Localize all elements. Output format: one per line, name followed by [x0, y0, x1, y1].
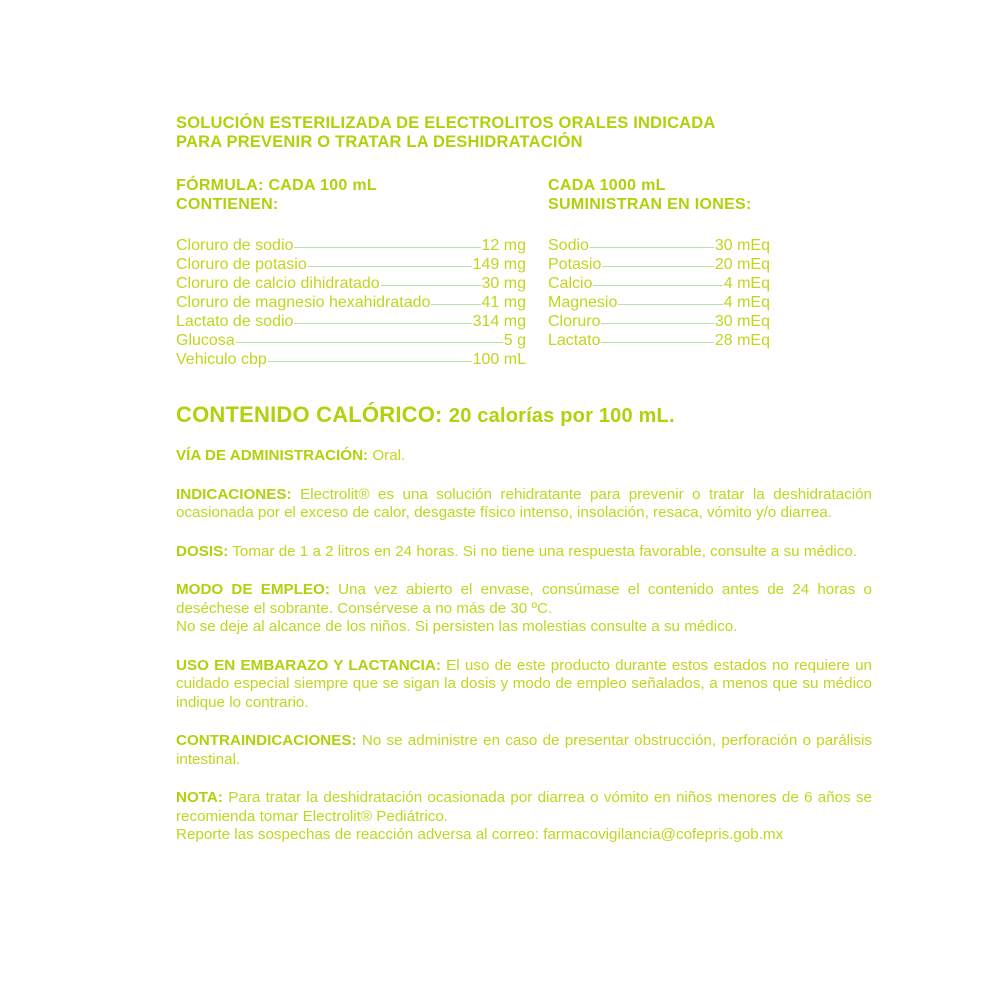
section-extra: No se deje al alcance de los niños. Si persisten las molestias consulte a su médico.: [176, 618, 738, 635]
caloric-content: [176, 402, 872, 429]
leader-line: [618, 304, 722, 305]
leader-line: [593, 285, 722, 286]
ion-row: [548, 312, 770, 331]
ingredient-amount: 149 mg: [472, 256, 526, 273]
ion-row: [548, 236, 770, 255]
section-label: NOTA:: [176, 789, 223, 806]
formula-headings: [176, 176, 872, 216]
ingredients-list: [176, 236, 526, 369]
caloric-label: CONTENIDO CALÓRICO:: [176, 402, 443, 427]
ingredient-amount: 5 g: [503, 332, 526, 349]
section-administration: [176, 447, 872, 466]
section-extra: Reporte las sospechas de reacción adversa al correo: farmacovigilancia@cofepris.gob.mx: [176, 826, 784, 843]
section-pregnancy: [176, 657, 872, 713]
ions-heading-line: CADA 1000 mL: [548, 177, 666, 194]
ion-amount: 30 mEq: [714, 313, 770, 330]
section-text: El uso de este producto durante estos estados no requiere un cuidado especial siempre que se sigan la dosis y modo de empleo señalados, a menos que su médico indique lo contrario.: [176, 656, 872, 711]
ingredient-row: [176, 350, 526, 369]
section-text: Tomar de 1 a 2 litros en 24 horas. Si no tiene una respuesta favorable, consulte a su médico.: [232, 542, 858, 560]
ion-name: Cloruro: [548, 313, 601, 330]
section-text: No se administre en caso de presentar obstrucción, perforación o parálisis intestinal.: [176, 732, 872, 768]
formula-tables: [176, 236, 872, 376]
ion-amount: 28 mEq: [714, 332, 770, 349]
ingredient-name: Glucosa: [176, 332, 235, 349]
ingredient-name: Cloruro de sodio: [176, 237, 294, 254]
leader-line: [590, 247, 714, 248]
ingredient-name: Vehiculo cbp: [176, 351, 267, 368]
section-label: DOSIS:: [176, 542, 229, 560]
ion-amount: 4 mEq: [723, 294, 770, 311]
leader-line: [381, 285, 481, 286]
ion-name: Sodio: [548, 237, 589, 254]
ingredient-row: [176, 236, 526, 255]
ingredient-row: [176, 312, 526, 331]
ion-row: [548, 255, 770, 274]
ingredient-amount: 41 mg: [481, 294, 526, 311]
ion-name: Calcio: [548, 275, 593, 292]
section-label: USO EN EMBARAZO Y LACTANCIA:: [176, 656, 441, 674]
ion-name: Lactato: [548, 332, 601, 349]
title-line: SOLUCIÓN ESTERILIZADA DE ELECTROLITOS ORALES INDICADA: [176, 114, 716, 132]
leader-line: [431, 304, 480, 305]
ion-row: [548, 293, 770, 312]
ingredient-name: Cloruro de potasio: [176, 256, 307, 273]
section-label: MODO DE EMPLEO:: [176, 581, 330, 598]
ingredient-amount: 12 mg: [481, 237, 526, 254]
leader-line: [308, 266, 472, 267]
section-text: Para tratar la deshidratación ocasionada por diarrea o vómito en niños menores de 6 años se recomienda tomar Electrolit® Pediátrico.: [176, 789, 872, 825]
title-line: PARA PREVENIR O TRATAR LA DESHIDRATACIÓN: [176, 133, 583, 151]
ingredient-amount: 30 mg: [481, 275, 526, 292]
section-indications: [176, 486, 872, 523]
ingredient-row: [176, 331, 526, 350]
section-dosage: [176, 543, 872, 562]
leader-line: [236, 342, 503, 343]
leader-line: [601, 323, 713, 324]
section-text: Oral.: [372, 447, 406, 464]
ion-row: [548, 331, 770, 350]
section-text: Una vez abierto el envase, consúmase el contenido antes de 24 horas o deséchese el sobrante. Consérvese a no más de 30 ºC.: [176, 581, 872, 617]
section-note: [176, 789, 872, 845]
ion-name: Magnesio: [548, 294, 618, 311]
formula-heading-line: CONTIENEN:: [176, 196, 279, 213]
ions-list: [548, 236, 770, 350]
ingredient-amount: 100 mL: [472, 351, 526, 368]
section-contraindications: [176, 732, 872, 769]
formula-heading-line: FÓRMULA: CADA 100 mL: [176, 177, 377, 194]
ions-heading-line: SUMINISTRAN EN IONES:: [548, 196, 752, 213]
section-usage: [176, 581, 872, 637]
ingredient-amount: 314 mg: [472, 313, 526, 330]
ingredient-name: Cloruro de magnesio hexahidratado: [176, 294, 431, 311]
section-text: Electrolit® es una solución rehidratante para prevenir o tratar la deshidratación ocasionada por el exceso de calor, desgaste físico intenso, insolación, resaca, vómito y/o diarrea.: [176, 485, 872, 521]
ingredient-row: [176, 274, 526, 293]
ingredient-row: [176, 255, 526, 274]
caloric-value: 20 calorías por 100 mL.: [448, 405, 675, 427]
product-label: [176, 114, 872, 845]
section-label: INDICACIONES:: [176, 485, 292, 503]
ions-heading: [548, 176, 752, 214]
ingredient-row: [176, 293, 526, 312]
ingredient-name: Cloruro de calcio dihidratado: [176, 275, 380, 292]
ingredient-name: Lactato de sodio: [176, 313, 294, 330]
ion-amount: 30 mEq: [714, 237, 770, 254]
formula-heading: [176, 176, 377, 214]
product-title: [176, 114, 872, 152]
section-label: VÍA DE ADMINISTRACIÓN:: [176, 447, 369, 464]
section-label: CONTRAINDICACIONES:: [176, 732, 357, 749]
leader-line: [601, 342, 713, 343]
leader-line: [602, 266, 713, 267]
leader-line: [268, 361, 472, 362]
ion-name: Potasio: [548, 256, 602, 273]
ion-amount: 4 mEq: [723, 275, 770, 292]
leader-line: [294, 323, 471, 324]
ion-amount: 20 mEq: [714, 256, 770, 273]
ion-row: [548, 274, 770, 293]
leader-line: [294, 247, 480, 248]
